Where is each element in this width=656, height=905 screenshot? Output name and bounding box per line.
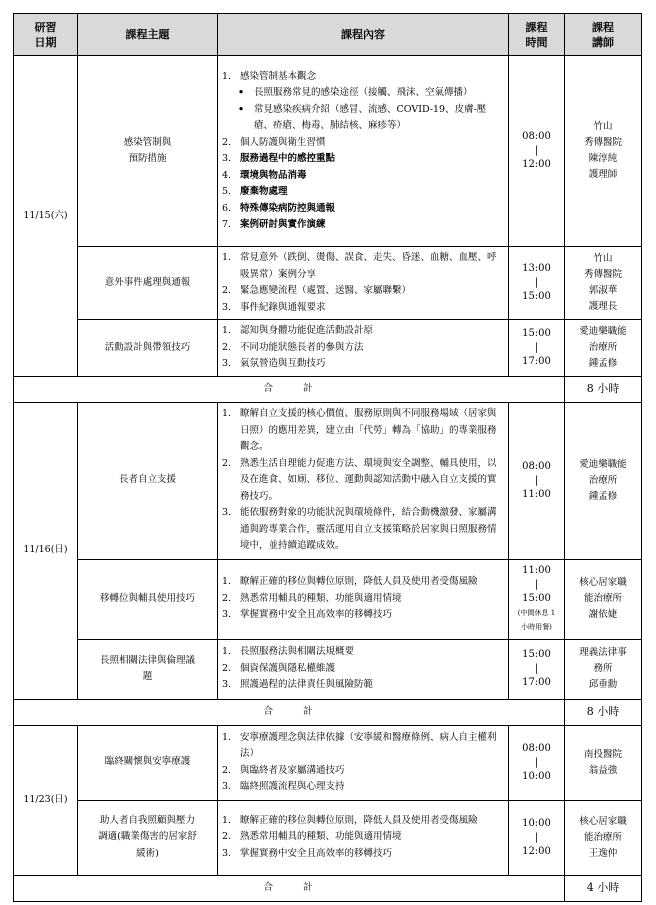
content-item [222,217,504,234]
time-end: 17:00 [522,355,551,367]
session-date: 11/16(日) [14,402,78,699]
time-end: 17:00 [522,677,551,688]
item-number: 1. [222,252,232,263]
course-teacher [565,402,642,559]
teacher-line: 治療所 [588,474,618,486]
time-start: 15:00 [522,327,551,339]
item-text: 長照服務法與相關法規概要 [240,646,355,658]
bullet-dot-icon: • [238,103,245,115]
teacher-line: 鍾孟修 [588,357,618,369]
item-text: 熟悉常用輔具的種類、功能與適用情境 [240,831,402,843]
topic-line: 意外事件處理與通報 [104,276,191,288]
teacher-line: 竹山 [593,121,613,132]
teacher-line: 護理長 [588,301,618,312]
item-number: 2. [222,831,232,843]
teacher-line: 鍾孟修 [588,490,618,502]
item-number: 3. [222,781,232,792]
time-separator: | [534,756,539,768]
content-item [222,607,504,624]
item-text: 環境與物品消毒 [240,169,307,181]
teacher-line: 核心居家職 [579,815,627,827]
content-item [222,201,504,218]
content-item [222,340,504,357]
content-item [222,779,504,796]
total-label-b: 計 [303,382,315,394]
course-topic [78,725,218,800]
time-start: 08:00 [522,460,551,472]
content-item [222,763,504,780]
content-item [222,135,504,152]
course-teacher [565,800,642,875]
teacher-line: 治療所 [588,341,618,353]
item-number: 3. [222,847,232,859]
total-label [14,699,565,725]
content-item [222,677,504,694]
topic-line: 感染管制與 [123,136,172,148]
item-number: 2. [222,136,232,148]
course-teacher [565,725,642,800]
item-number: 1. [222,325,232,336]
content-item [222,250,504,283]
content-item [222,661,504,678]
item-number: 2. [222,341,232,353]
content-item [222,829,504,846]
schedule-body [14,56,642,902]
course-time [509,725,565,800]
teacher-line: 郭淑華 [588,285,618,296]
course-teacher [565,639,642,699]
content-bullet [222,85,504,102]
topic-line: 長照相關法律與倫理議 [99,654,195,666]
item-number: 2. [222,457,232,469]
session-row [14,247,642,320]
item-text: 掌握實務中安全且高效率的移轉技巧 [240,847,393,859]
item-text: 廢棄物處理 [240,186,288,197]
course-topic [78,320,218,377]
header-date: 研習 日期 [14,14,78,56]
course-teacher [565,320,642,377]
teacher-line: 秀傳醫院 [583,269,622,280]
item-text: 瞭解正確的移位與轉位原則，降低人員及使用者受傷風險 [240,814,478,826]
topic-line: 臨終關懷與安寧療護 [104,756,191,768]
teacher-line: 愛迪樂職能 [579,325,627,337]
content-item [222,456,504,506]
total-row [14,875,642,901]
item-number: 1. [222,576,232,588]
topic-line: 緩術) [136,847,159,859]
teacher-line: 務所 [593,663,613,674]
teacher-line: 邱垂勳 [588,679,618,690]
item-number: 1. [222,731,232,743]
content-item [222,300,504,317]
content-item [222,505,504,555]
teacher-line: 謝依婕 [588,609,618,620]
teacher-line: 南投醫院 [583,748,622,760]
total-label-a: 合 [263,382,275,394]
item-text: 緊急應變流程（處置、送醫、家屬聯繫） [240,285,412,296]
time-start: 08:00 [522,742,551,754]
teacher-line: 護理師 [588,169,618,180]
topic-line: 移轉位與輔具使用技巧 [99,592,195,604]
item-number: 2. [222,662,232,674]
session-row [14,725,642,800]
item-text: 掌握實務中安全且高效率的移轉技巧 [240,609,393,621]
content-item [222,846,504,863]
course-content [218,402,509,559]
content-item [222,151,504,168]
total-row [14,376,642,402]
time-note: 小時用餐) [521,623,552,631]
total-label-a: 合 [263,881,275,893]
time-end: 12:00 [522,159,551,170]
item-number: 3. [222,301,232,313]
course-content [218,800,509,875]
item-number: 2. [222,592,232,604]
session-row [14,402,642,559]
bullet-text: 常見感染疾病介紹（感冒、流感、COVID-19、皮膚-壓瘡、疥瘡、梅毒、肺結核、麻疹等） [254,103,487,131]
topic-line: 活動設計與帶領技巧 [104,341,191,353]
course-content [218,639,509,699]
item-text: 安寧療護理念與法律依據（安寧緩和醫療條例、病人自主權利法） [240,731,497,759]
course-topic [78,56,218,247]
time-separator: | [534,831,539,843]
total-hours: 8 小時 [565,376,642,402]
time-separator: | [534,579,539,590]
teacher-line: 能治療所 [583,831,622,843]
item-number: 4. [222,169,232,181]
item-number: 2. [222,764,232,776]
course-time [509,402,565,559]
content-item [222,406,504,456]
time-end: 10:00 [522,770,551,782]
course-time [509,639,565,699]
topic-line: 題 [142,671,153,682]
time-start: 13:00 [522,263,551,274]
item-text: 常見意外（跌倒、燙傷、誤食、走失、昏迷、血糖、血壓、呼吸異常）案例分享 [240,252,497,280]
topic-line: 助人者自我照顧與壓力 [99,814,195,826]
item-text: 服務過程中的感控重點 [240,153,336,164]
bullet-text: 長照服務常見的感染途徑（接觸、飛沫、空氣傳播） [254,87,473,98]
content-item [222,69,504,86]
item-number: 6. [222,202,232,214]
course-teacher [565,56,642,247]
time-separator: | [534,663,539,674]
time-end: 11:00 [522,488,551,500]
session-row [14,559,642,639]
course-content [218,56,509,247]
course-teacher [565,559,642,639]
session-date: 11/23(日) [14,725,78,875]
total-label-b: 計 [303,881,315,893]
item-text: 個資保護與隱私權維護 [240,662,336,674]
bullet-dot-icon: • [238,87,245,98]
course-time [509,247,565,320]
item-text: 不同功能狀態長者的參與方法 [240,341,364,353]
time-end: 12:00 [522,845,551,857]
teacher-line: 愛迪樂職能 [579,458,627,470]
item-number: 1. [222,646,232,658]
content-item [222,574,504,591]
course-content [218,247,509,320]
item-text: 個人防護與衛生習慣 [240,136,326,148]
content-item [222,323,504,340]
course-topic [78,559,218,639]
session-date: 11/15(六) [14,56,78,377]
item-text: 瞭解正確的移位與轉位原則，降低人員及使用者受傷風險 [240,576,478,588]
item-number: 3. [222,507,232,519]
total-hours: 8 小時 [565,699,642,725]
item-text: 認知與身體功能促進活動設計原 [240,325,374,336]
teacher-line: 翁益強 [588,764,618,776]
item-text: 熟悉常用輔具的種類、功能與適用情境 [240,592,402,604]
session-row [14,800,642,875]
item-text: 氣氛營造與互動技巧 [240,358,326,369]
item-text: 事件紀錄與通報要求 [240,301,326,313]
item-number: 1. [222,408,232,420]
total-label [14,875,565,901]
course-content [218,725,509,800]
topic-line: 調適(職業傷害的居家舒 [98,831,197,843]
header-teacher: 課程 講師 [565,14,642,56]
content-item [222,644,504,661]
content-item [222,356,504,373]
time-separator: | [534,277,539,288]
teacher-line: 王逸仲 [588,847,618,859]
item-number: 2. [222,285,232,296]
total-hours: 4 小時 [565,875,642,901]
item-text: 照護過程的法律責任與風險防範 [240,679,374,691]
content-item [222,730,504,763]
item-number: 3. [222,609,232,621]
course-content [218,559,509,639]
content-item [222,168,504,185]
time-end: 15:00 [522,291,551,302]
content-item [222,591,504,608]
teacher-line: 陳淳純 [588,153,618,164]
course-topic [78,247,218,320]
item-text: 與臨終者及家屬溝通技巧 [240,764,345,776]
course-topic [78,639,218,699]
total-label-b: 計 [303,705,315,717]
time-separator: | [534,474,539,486]
teacher-line: 核心居家職 [579,577,627,588]
teacher-line: 竹山 [593,253,613,264]
course-time [509,559,565,639]
header-content: 課程內容 [218,14,509,56]
item-text: 熟悉生活自理能力促進方法、環境與安全調整、輔具使用，以及在進食、如廁、移位、運動與認知活動中融入自立支援的實務技巧。 [240,457,497,502]
total-label-a: 合 [263,705,275,717]
header-topic: 課程主題 [78,14,218,56]
item-text: 能依服務對象的功能狀況與環境條件，結合動機激發、家屬溝通與跨專業合作，靈活運用自立支援策略於居家與日照服務情境中，並持續追蹤成效。 [240,507,497,552]
course-time [509,56,565,247]
teacher-line: 能治療所 [583,593,622,604]
topic-line: 長者自立支援 [118,474,176,486]
item-number: 1. [222,70,232,82]
time-end: 15:00 [522,593,551,604]
item-text: 臨終照護流程與心理支持 [240,781,345,792]
content-item [222,813,504,830]
item-text: 特殊傳染病防控與通報 [240,202,336,214]
item-text: 感染管制基本觀念 [240,70,317,82]
time-start: 08:00 [522,131,551,142]
course-time [509,320,565,377]
time-start: 15:00 [522,649,551,660]
item-number: 7. [222,219,232,230]
total-label [14,376,565,402]
item-text: 案例研討與實作演練 [240,219,326,230]
content-item [222,184,504,201]
teacher-line: 理義法律事 [579,647,627,658]
total-row [14,699,642,725]
course-time [509,800,565,875]
course-schedule-table [13,13,642,902]
item-number: 1. [222,814,232,826]
course-teacher [565,247,642,320]
time-note: (中間休息 1 [517,609,556,617]
time-start: 10:00 [522,817,551,829]
item-number: 3. [222,679,232,691]
course-topic [78,800,218,875]
time-separator: | [534,341,539,353]
topic-line: 預防措施 [128,153,167,164]
item-number: 3. [222,358,232,369]
content-item [222,283,504,300]
header-row [14,14,642,56]
session-row [14,639,642,699]
content-bullet [222,102,504,135]
item-number: 5. [222,186,232,197]
session-row [14,56,642,247]
session-row [14,320,642,377]
course-content [218,320,509,377]
teacher-line: 秀傳醫院 [583,137,622,148]
time-separator: | [534,145,539,156]
header-time: 課程 時間 [509,14,565,56]
time-start: 11:00 [522,565,551,576]
item-text: 瞭解自立支援的核心價值、服務原則與不同服務場域（居家與日照）的應用差異，建立由「代勞」轉為「協助」的專業服務觀念。 [240,408,497,453]
course-topic [78,402,218,559]
item-number: 3. [222,153,232,164]
